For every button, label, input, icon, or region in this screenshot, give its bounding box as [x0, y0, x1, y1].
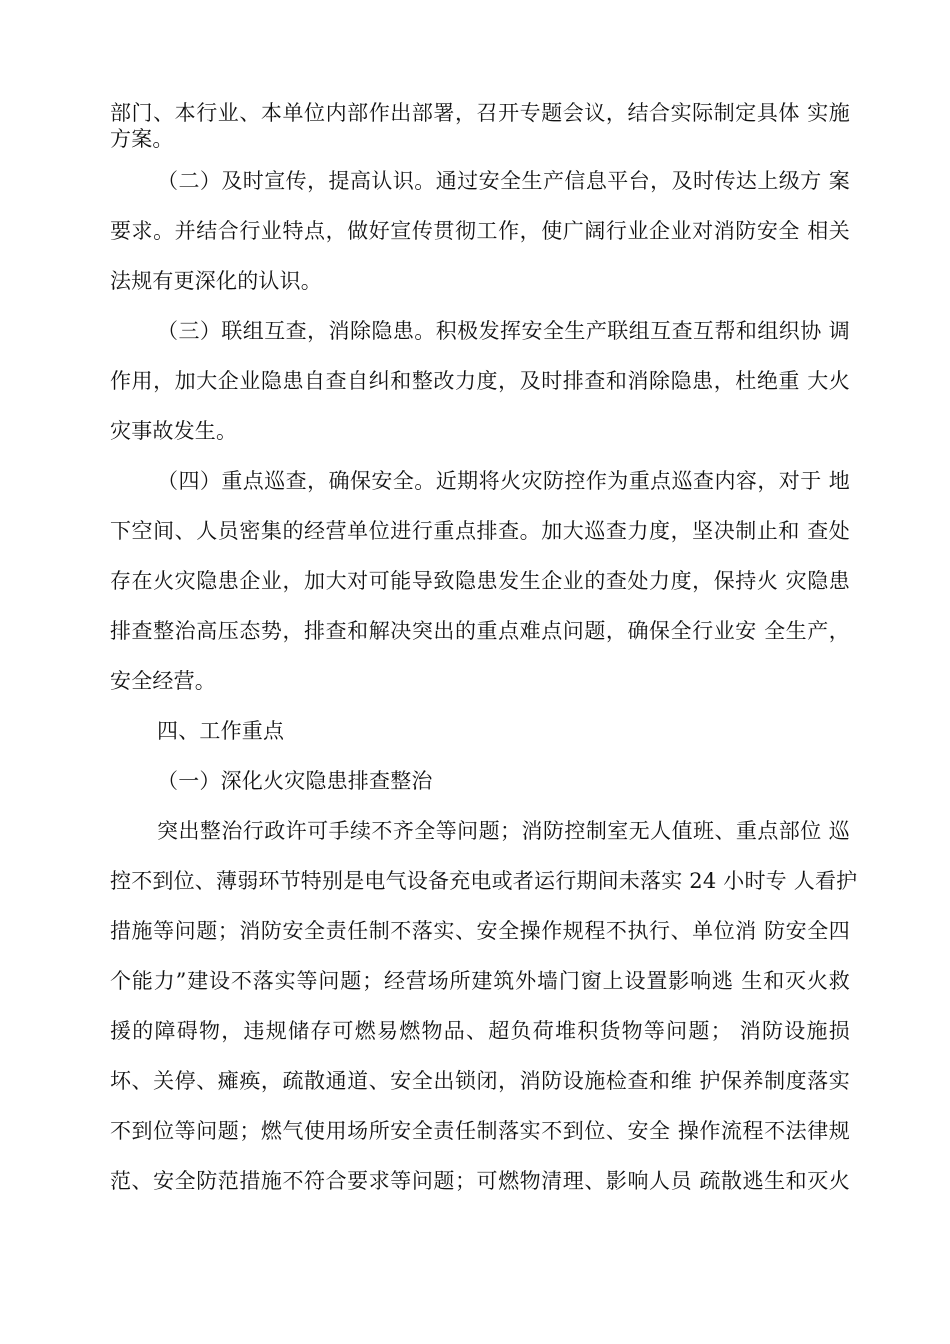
text-line: 措施等问题；消防安全责任制不落实、安全操作规程不执行、单位消 防安全四: [110, 919, 850, 943]
paragraph-heading-line: （三）联组互查，消除隐患。积极发挥安全生产联组互查互帮和组织协 调: [157, 319, 850, 343]
text-line: 法规有更深化的认识。: [110, 269, 322, 293]
text-line: 部门、本行业、本单位内部作出部署，召开专题会议，结合实际制定具体 实施: [110, 101, 850, 125]
text-line: 控不到位、薄弱环节特别是电气设备充电或者运行期间未落实 24 小时专 人看护: [110, 869, 858, 893]
text-line: 排查整治高压态势，排查和解决突出的重点难点问题，确保全行业安 全生产，: [110, 619, 850, 643]
paragraph-heading-line: （四）重点巡查，确保安全。近期将火灾防控作为重点巡查内容，对于 地: [157, 469, 850, 493]
text-line: 灾事故发生。: [110, 419, 238, 443]
subsection-heading: （一）深化火灾隐患排查整治: [157, 769, 433, 793]
text-line: 个能力”建设不落实等问题；经营场所建筑外墙门窗上设置影响逃 生和灭火救: [110, 969, 850, 993]
text-line: 作用，加大企业隐患自查自纠和整改力度，及时排查和消除隐患，杜绝重 大火: [110, 369, 850, 393]
text-line: 下空间、人员密集的经营单位进行重点排查。加大巡查力度，坚决制止和 查处: [110, 519, 850, 543]
text-line: 存在火灾隐患企业，加大对可能导致隐患发生企业的查处力度，保持火 灾隐患: [110, 569, 850, 593]
text-line: 援的障碍物，违规储存可燃易燃物品、超负荷堆积货物等问题； 消防设施损: [110, 1019, 850, 1043]
text-line: 坏、关停、瘫痪，疏散通道、安全出锁闭，消防设施检查和维 护保养制度落实: [110, 1069, 850, 1093]
text-line: 安全经营。: [110, 669, 216, 693]
text-line: 方案。: [110, 127, 174, 151]
text-line: 范、安全防范措施不符合要求等问题；可燃物清理、影响人员 疏散逃生和灭火: [110, 1169, 850, 1193]
text-line: 突出整治行政许可手续不齐全等问题；消防控制室无人值班、重点部位 巡: [157, 819, 850, 843]
paragraph-heading-line: （二）及时宣传，提高认识。通过安全生产信息平台，及时传达上级方 案: [157, 169, 850, 193]
section-heading: 四、工作重点: [157, 719, 285, 743]
text-line: 不到位等问题；燃气使用场所安全责任制落实不到位、安全 操作流程不法律规: [110, 1119, 850, 1143]
text-line: 要求。并结合行业特点，做好宣传贯彻工作，使广阔行业企业对消防安全 相关: [110, 219, 850, 243]
